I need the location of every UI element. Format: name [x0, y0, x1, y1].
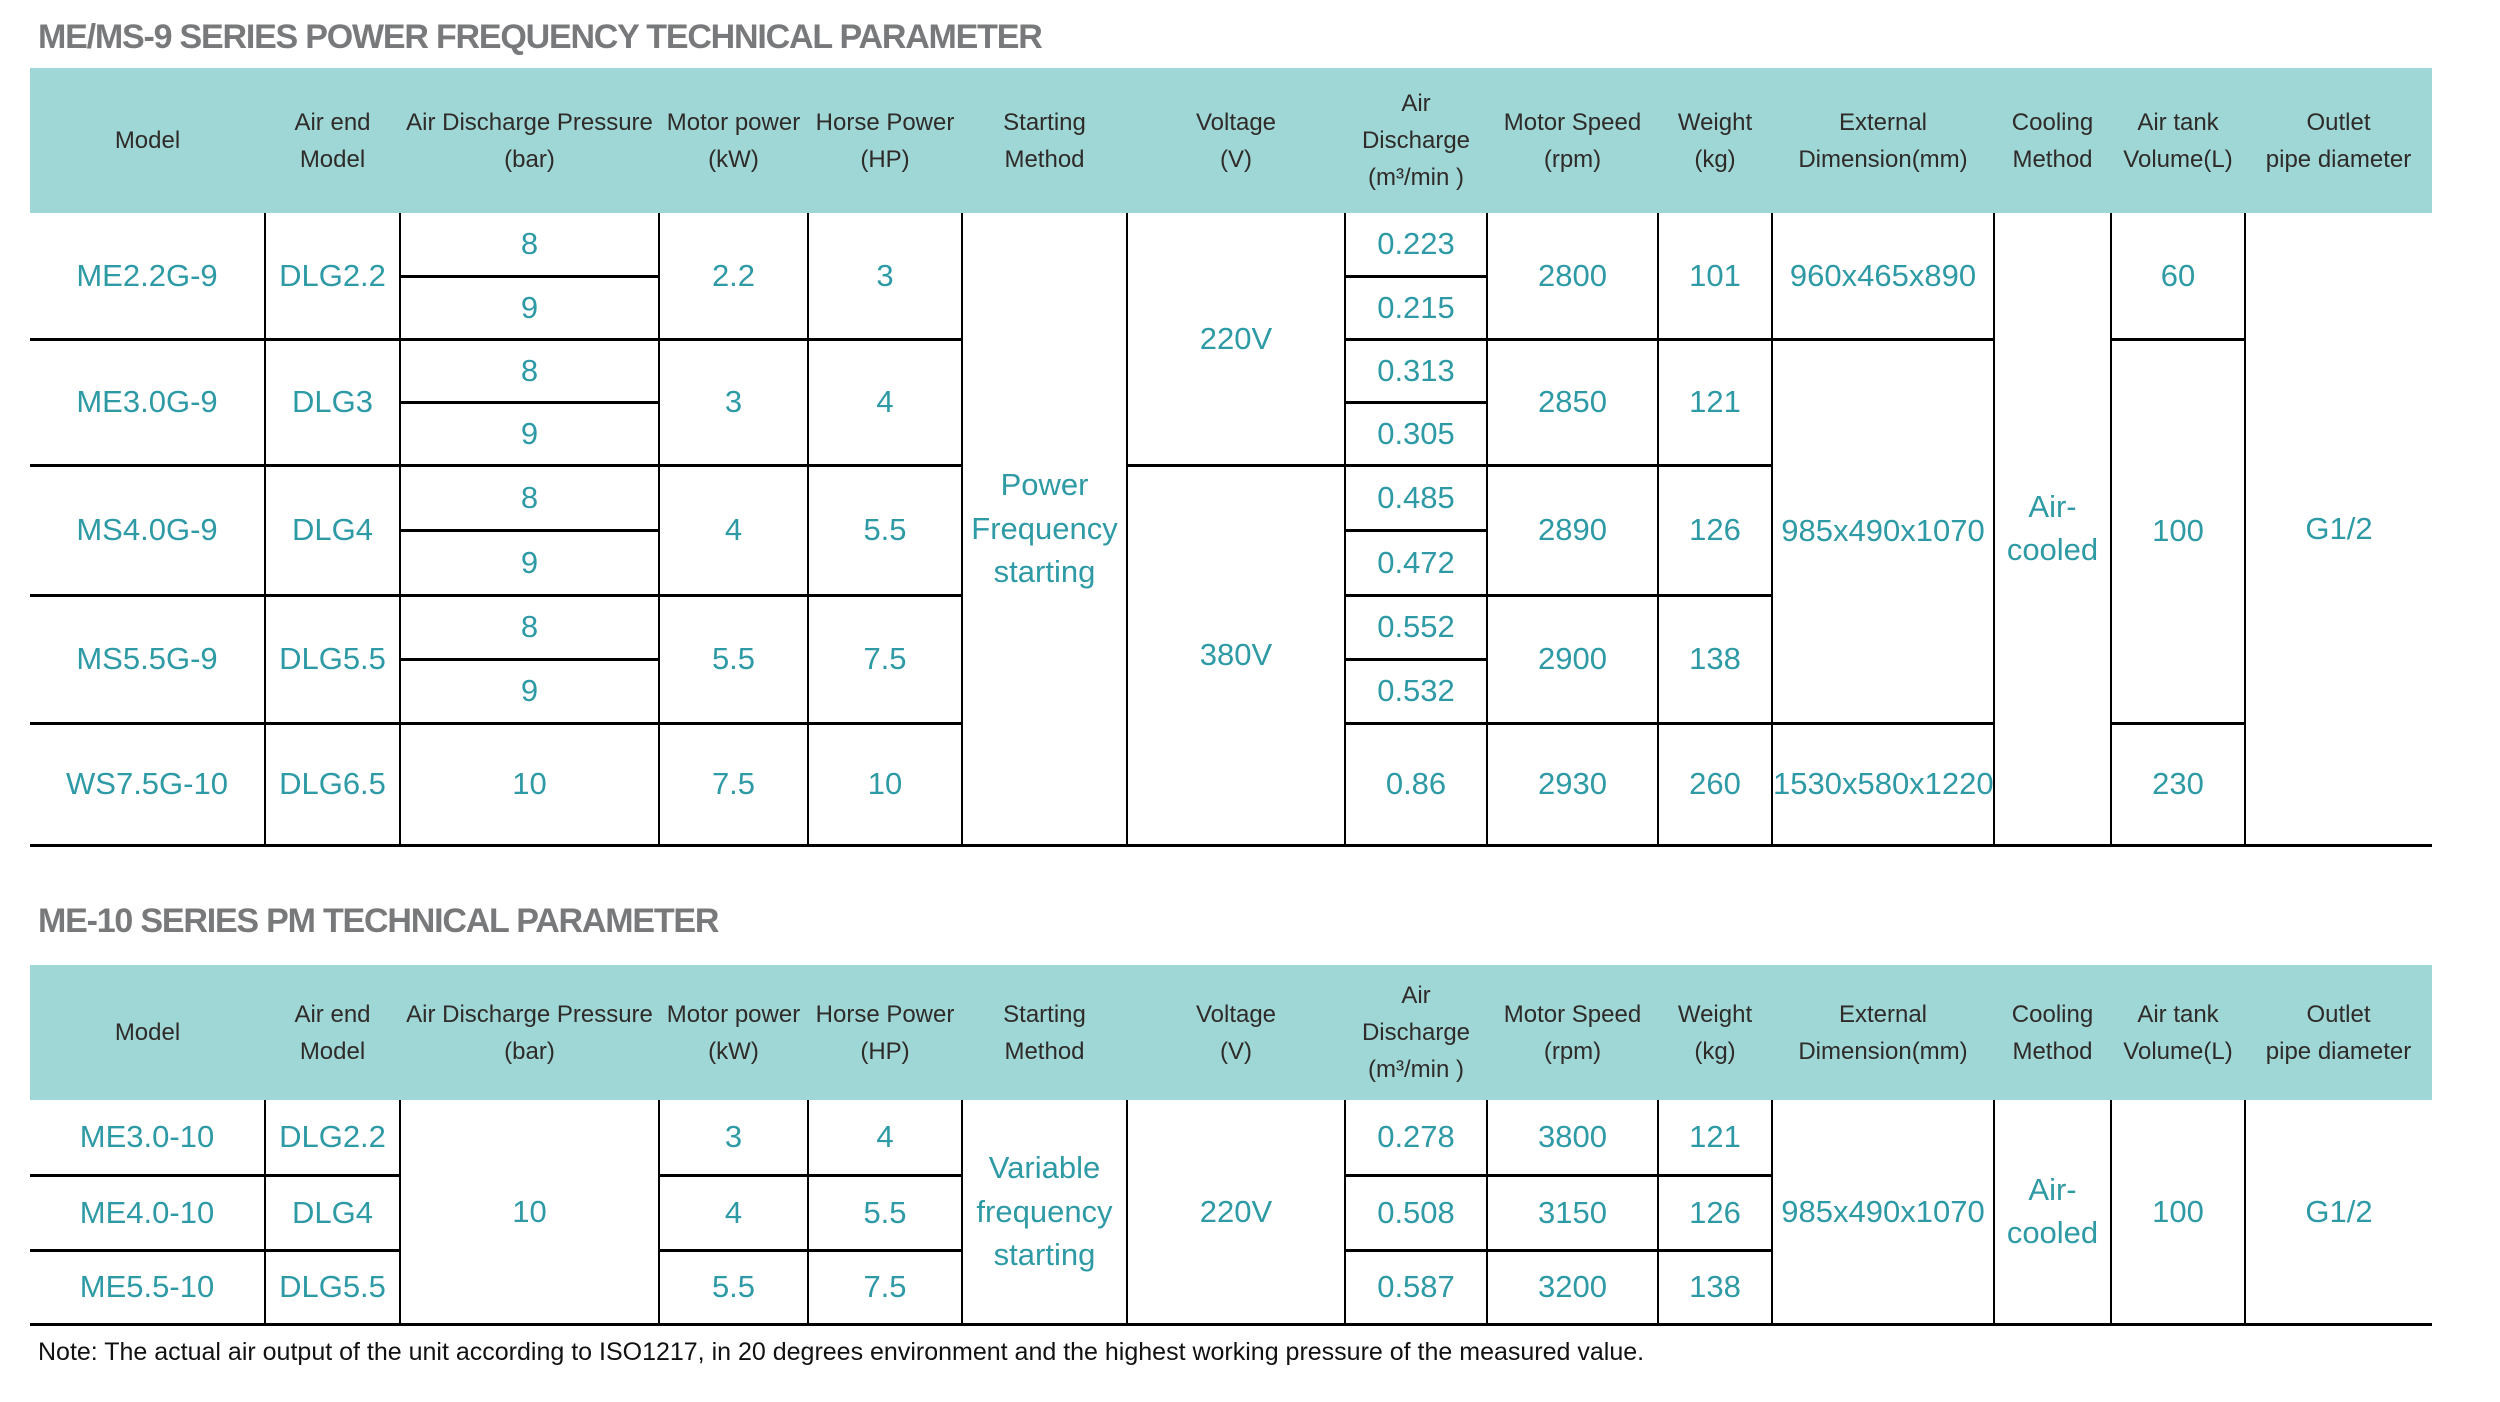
value-cell: 3	[808, 213, 962, 339]
value-cell: 2930	[1487, 723, 1658, 845]
value-cell: 3	[659, 339, 808, 465]
value-cell: 126	[1658, 465, 1772, 595]
value-cell: 7.5	[808, 595, 962, 723]
value-cell: 5.5	[808, 1175, 962, 1250]
value-cell: 2800	[1487, 213, 1658, 339]
column-header-13: Outlet pipe diameter	[2245, 68, 2432, 213]
column-header-12: Air tank Volume(L)	[2111, 965, 2245, 1100]
airend-cell: DLG5.5	[265, 595, 400, 723]
column-header-0: Model	[30, 965, 265, 1100]
me-10-series-table	[30, 965, 2432, 1326]
value-cell: 8	[400, 213, 659, 276]
column-header-4: Horse Power (HP)	[808, 68, 962, 213]
column-header-13: Outlet pipe diameter	[2245, 965, 2432, 1100]
value-cell: 9	[400, 530, 659, 595]
value-cell: 126	[1658, 1175, 1772, 1250]
value-cell: 7.5	[808, 1250, 962, 1324]
value-cell: 0.508	[1345, 1175, 1487, 1250]
column-header-10: External Dimension(mm)	[1772, 965, 1994, 1100]
value-cell: 2.2	[659, 213, 808, 339]
column-header-9: Weight (kg)	[1658, 68, 1772, 213]
value-cell: 0.485	[1345, 465, 1487, 530]
value-cell: 0.532	[1345, 659, 1487, 723]
value-cell: 230	[2111, 723, 2245, 845]
outlet-cell: G1/2	[2245, 1100, 2432, 1324]
column-header-0: Model	[30, 68, 265, 213]
value-cell: 3200	[1487, 1250, 1658, 1324]
table2-title: ME-10 SERIES PM TECHNICAL PARAMETER	[38, 902, 719, 940]
column-header-11: Cooling Method	[1994, 68, 2111, 213]
value-cell: 4	[659, 465, 808, 595]
starting-method-cell: Power Frequency starting	[962, 213, 1127, 845]
value-cell: 5.5	[659, 595, 808, 723]
column-header-4: Horse Power (HP)	[808, 965, 962, 1100]
value-cell: 101	[1658, 213, 1772, 339]
value-cell: 8	[400, 339, 659, 402]
value-cell: 0.278	[1345, 1100, 1487, 1175]
value-cell: 2900	[1487, 595, 1658, 723]
value-cell: 121	[1658, 1100, 1772, 1175]
voltage-cell: 380V	[1127, 465, 1345, 845]
value-cell: 0.587	[1345, 1250, 1487, 1324]
model-cell: ME3.0G-9	[30, 339, 265, 465]
model-cell: ME2.2G-9	[30, 213, 265, 339]
value-cell: 8	[400, 595, 659, 659]
airend-cell: DLG5.5	[265, 1250, 400, 1324]
value-cell: 0.313	[1345, 339, 1487, 402]
cooling-method-cell: Air-cooled	[1994, 1100, 2111, 1324]
column-header-9: Weight (kg)	[1658, 965, 1772, 1100]
value-cell: 121	[1658, 339, 1772, 465]
column-header-5: Starting Method	[962, 965, 1127, 1100]
value-cell: 100	[2111, 339, 2245, 723]
airend-cell: DLG2.2	[265, 1100, 400, 1175]
value-cell: 9	[400, 276, 659, 339]
table1-title: ME/MS-9 SERIES POWER FREQUENCY TECHNICAL PARAMETER	[38, 18, 1042, 56]
table-row	[30, 1100, 2432, 1175]
value-cell: 10	[400, 1100, 659, 1324]
column-header-12: Air tank Volume(L)	[2111, 68, 2245, 213]
column-header-7: Air Discharge (m³/min )	[1345, 965, 1487, 1100]
column-header-2: Air Discharge Pressure (bar)	[400, 68, 659, 213]
value-cell: 7.5	[659, 723, 808, 845]
airend-cell: DLG4	[265, 1175, 400, 1250]
value-cell: 0.223	[1345, 213, 1487, 276]
value-cell: 10	[808, 723, 962, 845]
value-cell: 2890	[1487, 465, 1658, 595]
table-row	[30, 213, 2432, 276]
value-cell: 0.86	[1345, 723, 1487, 845]
column-header-1: Air end Model	[265, 965, 400, 1100]
airend-cell: DLG2.2	[265, 213, 400, 339]
voltage-cell: 220V	[1127, 1100, 1345, 1324]
airend-cell: DLG3	[265, 339, 400, 465]
value-cell: 4	[808, 339, 962, 465]
column-header-5: Starting Method	[962, 68, 1127, 213]
value-cell: 100	[2111, 1100, 2245, 1324]
cooling-method-cell: Air-cooled	[1994, 213, 2111, 845]
airend-cell: DLG6.5	[265, 723, 400, 845]
value-cell: 0.305	[1345, 402, 1487, 465]
value-cell: 0.552	[1345, 595, 1487, 659]
model-cell: WS7.5G-10	[30, 723, 265, 845]
model-cell: MS4.0G-9	[30, 465, 265, 595]
value-cell: 5.5	[808, 465, 962, 595]
value-cell: 9	[400, 659, 659, 723]
column-header-3: Motor power (kW)	[659, 965, 808, 1100]
column-header-3: Motor power (kW)	[659, 68, 808, 213]
value-cell: 3800	[1487, 1100, 1658, 1175]
model-cell: MS5.5G-9	[30, 595, 265, 723]
value-cell: 10	[400, 723, 659, 845]
value-cell: 5.5	[659, 1250, 808, 1324]
model-cell: ME5.5-10	[30, 1250, 265, 1324]
model-cell: ME3.0-10	[30, 1100, 265, 1175]
dimension-cell: 960x465x890	[1772, 213, 1994, 339]
dimension-cell: 985x490x1070	[1772, 339, 1994, 723]
value-cell: 0.472	[1345, 530, 1487, 595]
voltage-cell: 220V	[1127, 213, 1345, 465]
column-header-7: Air Discharge (m³/min )	[1345, 68, 1487, 213]
dimension-cell: 1530x580x1220	[1772, 723, 1994, 845]
column-header-10: External Dimension(mm)	[1772, 68, 1994, 213]
value-cell: 2850	[1487, 339, 1658, 465]
value-cell: 4	[659, 1175, 808, 1250]
value-cell: 60	[2111, 213, 2245, 339]
column-header-8: Motor Speed (rpm)	[1487, 965, 1658, 1100]
value-cell: 9	[400, 402, 659, 465]
column-header-8: Motor Speed (rpm)	[1487, 68, 1658, 213]
value-cell: 260	[1658, 723, 1772, 845]
airend-cell: DLG4	[265, 465, 400, 595]
model-cell: ME4.0-10	[30, 1175, 265, 1250]
value-cell: 138	[1658, 595, 1772, 723]
me-ms-9-series-table	[30, 68, 2432, 847]
value-cell: 4	[808, 1100, 962, 1175]
column-header-6: Voltage (V)	[1127, 68, 1345, 213]
column-header-6: Voltage (V)	[1127, 965, 1345, 1100]
column-header-1: Air end Model	[265, 68, 400, 213]
dimension-cell: 985x490x1070	[1772, 1100, 1994, 1324]
column-header-11: Cooling Method	[1994, 965, 2111, 1100]
starting-method-cell: Variable frequency starting	[962, 1100, 1127, 1324]
value-cell: 8	[400, 465, 659, 530]
outlet-cell: G1/2	[2245, 213, 2432, 845]
footnote: Note: The actual air output of the unit according to ISO1217, in 20 degrees environment and the highest working pressure of the measured value.	[38, 1338, 1645, 1366]
value-cell: 0.215	[1345, 276, 1487, 339]
value-cell: 3150	[1487, 1175, 1658, 1250]
column-header-2: Air Discharge Pressure (bar)	[400, 965, 659, 1100]
value-cell: 138	[1658, 1250, 1772, 1324]
value-cell: 3	[659, 1100, 808, 1175]
